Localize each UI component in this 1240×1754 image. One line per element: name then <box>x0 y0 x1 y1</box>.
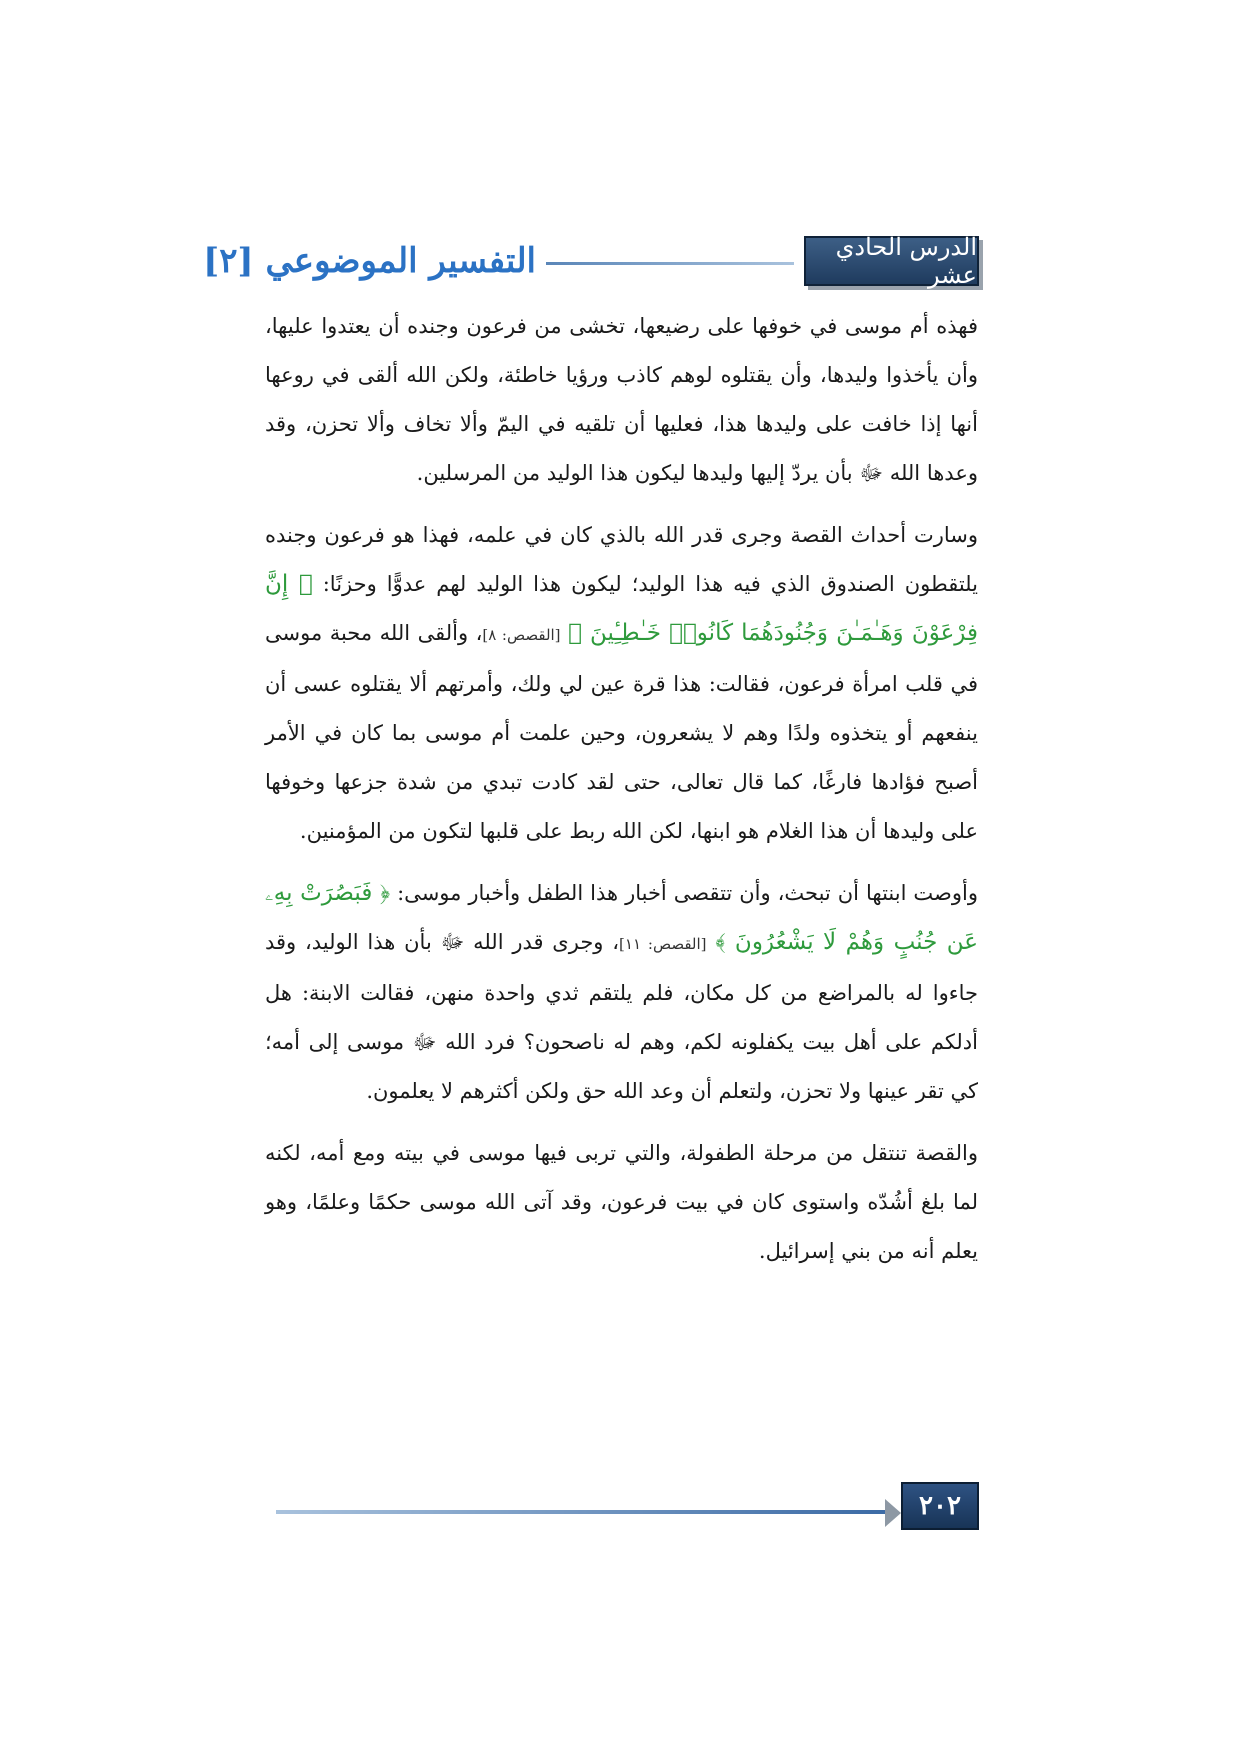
footer-divider <box>276 1510 889 1514</box>
lesson-badge: الدرس الحادي عشر <box>804 236 979 286</box>
paragraph-3-intro: وأوصت ابنتها أن تبحث، وأن تتقصى أخبار هذا الطفل وأخبار موسى: <box>397 881 978 905</box>
quran-verse: ﴿ إِنَّ فِرْعَوْنَ وَهَـٰمَـٰنَ وَجُنُودَهُمَا كَانُوا۟ خَـٰطِـِٔينَ ﴾ <box>265 571 978 646</box>
paragraph-4: والقصة تنتقل من مرحلة الطفولة، والتي تربى فيها موسى في بيته ومع أمه، لكنه لما بلغ أشُدّه واستوى كان في بيت فرعون، وقد آتى الله موسى حكمًا وعلمًا، وهو يعلم أنه من بني إسرائيل. <box>265 1141 978 1263</box>
page-header <box>203 233 979 289</box>
header-divider <box>546 262 794 265</box>
book-title: التفسير الموضوعي [٢] <box>203 241 536 281</box>
paragraph-3-body: ، وجرى قدر الله ﷻ بأن هذا الوليد، وقد جاءوا له بالمراضع من كل مكان، فلم يلتقم ثدي واحدة منهن، فقالت الابنة: هل أدلكم على أهل بيت يكفلونه لكم، وهم له ناصحون؟ فرد الله ﷻ موسى إلى أمه؛ كي تقر عينها ولا تحزن، ولتعلم أن وعد الله حق ولكن أكثرهم لا يعلمون. <box>265 930 978 1103</box>
paragraph-1: فهذه أم موسى في خوفها على رضيعها، تخشى من فرعون وجنده أن يعتدوا عليها، وأن يأخذوا وليدها، وأن يقتلوه لوهم كاذب ورؤيا خاطئة، ولكن الله ألقى في روعها أنها إذا خافت على وليدها هذا، فعليها أن تلقيه في اليمّ وألا تخاف وألا تحزن، وقد وعدها الله ﷻ بأن يردّ إليها وليدها ليكون هذا الوليد من المرسلين. <box>265 314 978 485</box>
quran-verse: ﴿ فَبَصُرَتْ بِهِۦ عَن جُنُبٍ وَهُمْ لَا يَشْعُرُونَ ﴾ <box>265 880 978 955</box>
verse-reference: [القصص: ٨] <box>482 626 561 644</box>
paragraph-2-body: ، وألقى الله محبة موسى في قلب امرأة فرعون، فقالت: هذا قرة عين لي ولك، وأمرتهم ألا يقتلوه عسى أن ينفعهم أو يتخذوه ولدًا وهم لا يشعرون، وحين علمت أم موسى بما كان في الأمر أصبح فؤادها فارغًا، كما قال تعالى، حتى لقد كادت تبدي من شدة جزعها وخوفها على وليدها أن هذا الغلام هو ابنها، لكن الله ربط على قلبها لتكون من المؤمنين. <box>265 621 978 843</box>
paragraph-3 <box>265 869 978 1116</box>
footer-wedge-shape <box>885 1499 901 1527</box>
paragraph-2 <box>265 511 978 856</box>
page-footer <box>266 1482 979 1532</box>
verse-reference: [القصص: ١١] <box>619 935 707 953</box>
paragraph-2-intro: وسارت أحداث القصة وجرى قدر الله بالذي كان في علمه، فهذا هو فرعون وجنده يلتقطون الصندوق الذي فيه هذا الوليد؛ ليكون هذا الوليد لهم عدوًّا وحزنًا: <box>265 523 978 596</box>
body-text <box>265 302 978 1289</box>
page-number: ٢٠٢ <box>901 1482 979 1530</box>
